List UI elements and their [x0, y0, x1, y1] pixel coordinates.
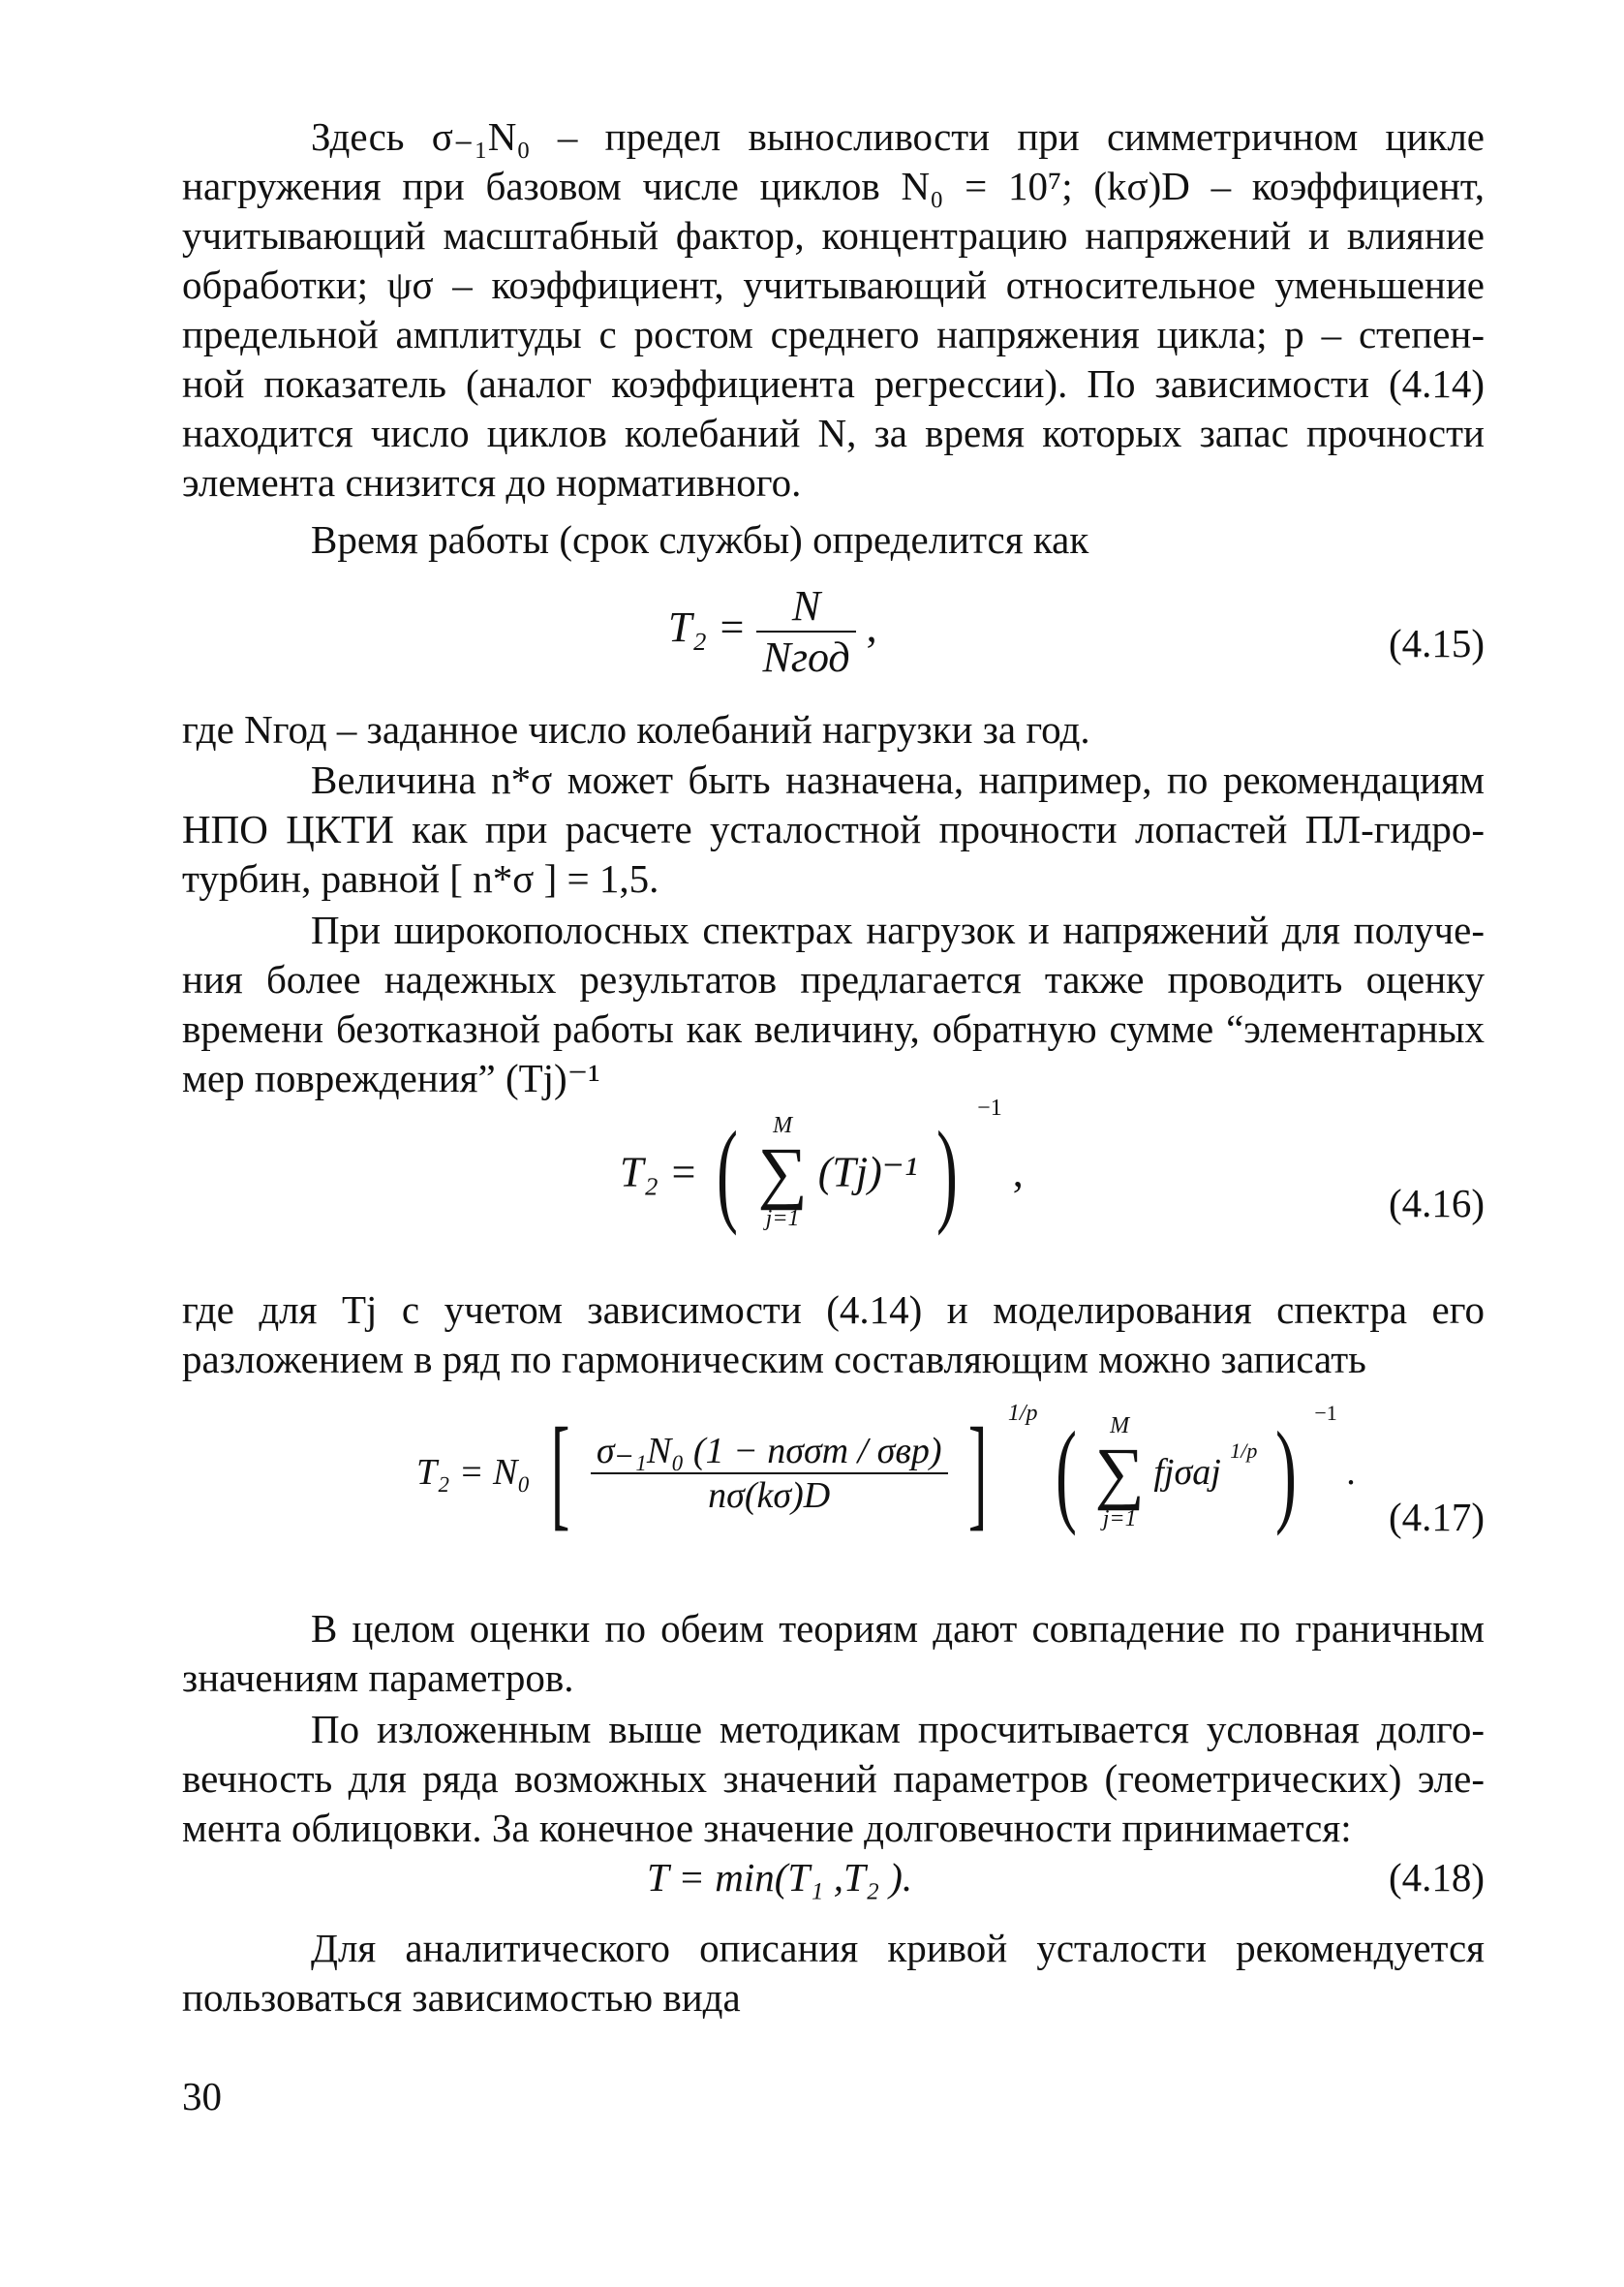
outer-exponent: −1 [977, 1096, 1002, 1121]
text-line: мента облицовки. За конечное значение долговечности принимается: [182, 1806, 1352, 1850]
outer-exponent: −1 [1314, 1401, 1337, 1425]
text-line: турбин, равной [ n*σ ] = 1,5. [182, 856, 659, 901]
equation-lhs: T₂ = N₀ [416, 1452, 531, 1493]
summation [1095, 1414, 1145, 1530]
bracket-exponent: 1/p [1007, 1401, 1038, 1426]
text-line: элемента снизится до нормативного. [182, 460, 802, 505]
text-line: При широкополосных спектрах нагрузок и напряжений для получе- [311, 908, 1485, 952]
summation [757, 1114, 807, 1230]
equation-number: (4.18) [1388, 1855, 1485, 1900]
text-line: Здесь σ₋₁N₀ – предел выносливости при симметричном цикле [311, 114, 1485, 159]
text-line: Время работы (срок службы) определится как [311, 517, 1089, 562]
equation-lhs: T₂ = [668, 603, 747, 652]
text-line: мер повреждения” (Tj)⁻¹ [182, 1056, 600, 1100]
text-line: обработки; ψσ – коэффициент, учитывающий относительное уменьшение [182, 263, 1485, 307]
text-line: Величина n*σ может быть назначена, например, по рекомендациям [311, 757, 1485, 802]
text-line: учитывающий масштабный фактор, концентрацию напряжений и влияние [182, 213, 1485, 258]
paragraph-service-life [182, 515, 1485, 565]
text-line: находится число циклов колебаний N, за время которых запас прочности [182, 411, 1485, 455]
sum-upper-limit: M [1110, 1413, 1130, 1438]
text-line: времени безотказной работы как величину, обратную сумме “элементарных [182, 1006, 1485, 1051]
text-line: В целом оценки по обеим теориям дают совпадение по граничным [311, 1606, 1485, 1651]
text-line: вечность для ряда возможных значений параметров (геометрических) эле- [182, 1756, 1485, 1801]
page-number: 30 [182, 2074, 222, 2118]
paragraph-fatigue-curve [182, 1924, 1485, 2023]
text-line: значениям параметров. [182, 1655, 574, 1700]
sum-exponent: 1/p [1230, 1438, 1258, 1463]
text-line: где для Tj с учетом зависимости (4.14) и моделирования спектра его [182, 1287, 1485, 1332]
text-line: ния более надежных результатов предлагается также проводить оценку [182, 957, 1485, 1002]
text-line: пользоваться зависимостью вида [182, 1975, 741, 2020]
text-line: Для аналитического описания кривой усталости рекомендуется [311, 1926, 1485, 1970]
sum-upper-limit: M [773, 1113, 793, 1138]
right-paren: ) [1274, 1407, 1297, 1536]
left-paren: ( [717, 1107, 739, 1236]
sum-body: (Tj)⁻¹ [817, 1148, 918, 1196]
text-line: ной показатель (аналог коэффициента регрессии). По зависимости (4.14) [182, 361, 1485, 406]
sum-lower-limit: j=1 [765, 1206, 800, 1231]
right-paren: ) [936, 1107, 959, 1236]
equation-punct: , [866, 603, 877, 652]
text-line: разложением в ряд по гармоническим составляющим можно записать [182, 1337, 1366, 1381]
sigma-icon: ∑ [1094, 1434, 1145, 1511]
paragraph-tj [182, 1285, 1485, 1384]
equation-number: (4.15) [1388, 621, 1485, 665]
numerator: σ₋₁N₀ (1 − nσσm / σвр) [591, 1429, 948, 1474]
paragraph-broadband [182, 906, 1485, 1103]
text-line: нагружения при базовом числе циклов N₀ = 10⁷; (kσ)D – коэффициент, [182, 164, 1485, 208]
right-bracket: ] [967, 1403, 988, 1542]
text-line: НПО ЦКТИ как при расчете усталостной прочности лопастей ПЛ-гидро- [182, 807, 1485, 851]
text-line: где Nгод – заданное число колебаний нагрузки за год. [182, 707, 1090, 752]
sigma-icon: ∑ [757, 1133, 808, 1211]
equation-number: (4.17) [1388, 1495, 1485, 1539]
paragraph-agreement [182, 1604, 1485, 1703]
paragraph-safety-factor [182, 756, 1485, 904]
equation-4-17 [416, 1401, 1356, 1542]
equation-expression: T = min(T₁ ,T₂ ). [647, 1855, 913, 1900]
equation-punct: . [1346, 1452, 1356, 1493]
equation-4-18 [647, 1854, 912, 1901]
text-line: предельной амплитуды с ростом среднего напряжения цикла; p – степен- [182, 312, 1485, 356]
denominator: nσ(kσ)D [708, 1474, 831, 1516]
sum-lower-limit: j=1 [1102, 1506, 1137, 1531]
equation-punct: , [1012, 1148, 1024, 1196]
equation-4-15 [668, 581, 877, 682]
left-bracket: [ [550, 1403, 570, 1542]
text-line: По изложенным выше методикам просчитывается условная долго- [311, 1707, 1485, 1751]
left-paren: ( [1056, 1407, 1078, 1536]
denominator: Nгод [762, 634, 850, 681]
equation-lhs: T₂ = [620, 1148, 698, 1196]
sum-body: fjσaj [1153, 1452, 1221, 1493]
fraction [756, 581, 855, 682]
paragraph-methods [182, 1705, 1485, 1853]
equation-number: (4.16) [1388, 1181, 1485, 1225]
numerator: N [756, 581, 855, 633]
paragraph-definitions [182, 112, 1485, 508]
paragraph-nyear [182, 705, 1485, 755]
equation-4-16 [620, 1096, 1024, 1236]
fraction [591, 1429, 948, 1517]
